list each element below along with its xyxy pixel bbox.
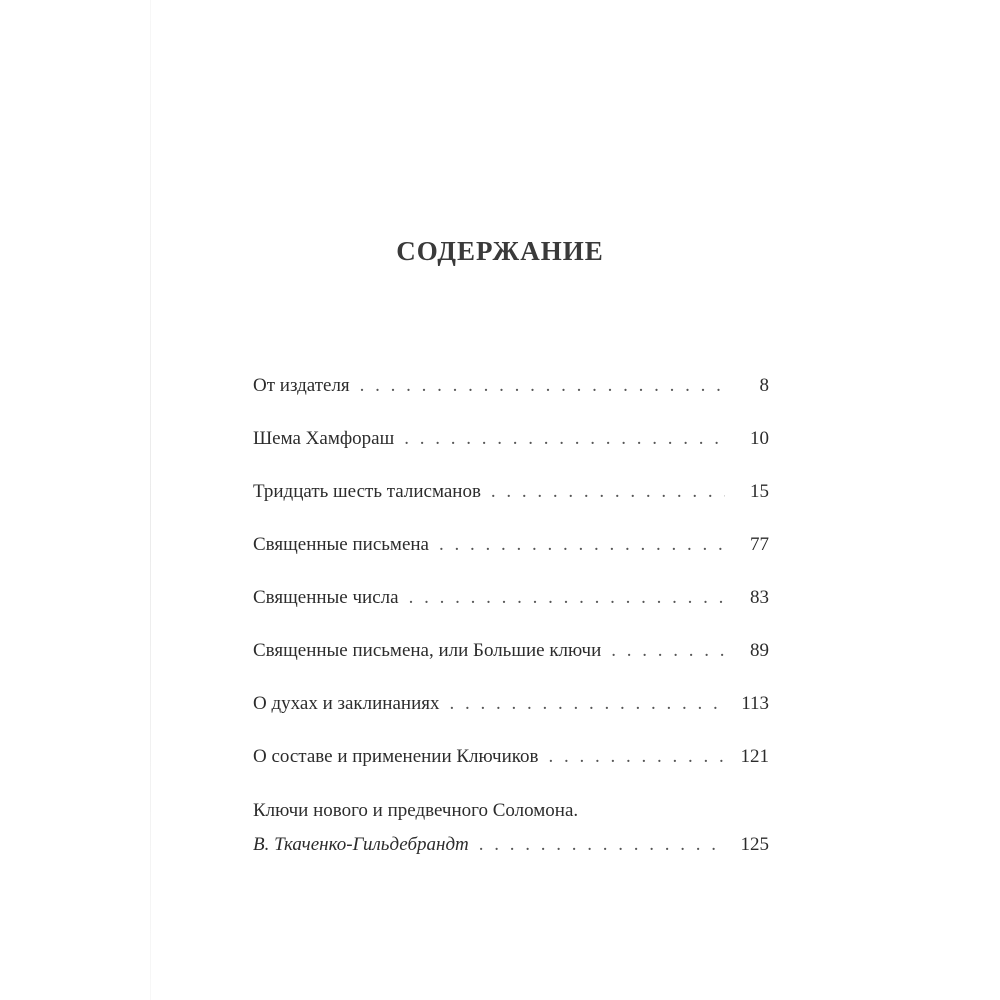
toc-page-number: 113 bbox=[741, 693, 769, 714]
toc-leader-dots bbox=[439, 527, 725, 563]
toc-page-number: 121 bbox=[740, 746, 769, 767]
toc-entry[interactable] bbox=[253, 686, 769, 739]
toc-leader-dots bbox=[449, 686, 725, 722]
toc-leader-dots bbox=[611, 633, 725, 669]
toc-leader-dots bbox=[404, 421, 725, 457]
toc-entry-label: Священные письмена, или Большие ключи bbox=[253, 640, 602, 661]
page-title: СОДЕРЖАНИЕ bbox=[396, 236, 604, 266]
table-of-contents bbox=[253, 368, 769, 876]
toc-entry[interactable] bbox=[253, 739, 769, 792]
page-edge-shadow bbox=[150, 0, 151, 1000]
toc-leader-dots bbox=[479, 830, 725, 860]
toc-leader-dots bbox=[548, 739, 725, 775]
toc-entry-label: Священные числа bbox=[253, 587, 399, 608]
toc-page-number: 125 bbox=[740, 834, 769, 855]
toc-entry[interactable] bbox=[253, 474, 769, 527]
toc-page-number: 10 bbox=[750, 428, 769, 449]
toc-page-number: 83 bbox=[750, 587, 769, 608]
toc-entry[interactable] bbox=[253, 527, 769, 580]
toc-entry-author: В. Ткаченко-Гильдебрандт bbox=[253, 834, 469, 855]
toc-page-number: 77 bbox=[750, 534, 769, 555]
toc-entry-label: Священные письмена bbox=[253, 534, 429, 555]
toc-entry-label: О составе и применении Ключиков bbox=[253, 746, 539, 767]
toc-entry-label: О духах и заклинаниях bbox=[253, 693, 440, 714]
toc-entry-label: Тридцать шесть талисманов bbox=[253, 481, 481, 502]
toc-page-number: 8 bbox=[759, 375, 769, 396]
toc-entry-label: Шема Хамфораш bbox=[253, 428, 395, 449]
toc-entry[interactable] bbox=[253, 421, 769, 474]
toc-entry[interactable] bbox=[253, 580, 769, 633]
toc-leader-dots bbox=[409, 580, 725, 616]
toc-leader-dots bbox=[491, 474, 725, 510]
toc-entry[interactable] bbox=[253, 633, 769, 686]
toc-page-number: 15 bbox=[750, 481, 769, 502]
toc-leader-dots bbox=[360, 368, 725, 404]
toc-entry-last[interactable] bbox=[253, 796, 769, 876]
toc-page-number: 89 bbox=[750, 640, 769, 661]
toc-entry[interactable] bbox=[253, 368, 769, 421]
toc-entry-label: Ключи нового и предвечного Соломона. bbox=[253, 800, 579, 821]
toc-entry-label: От издателя bbox=[253, 375, 350, 396]
